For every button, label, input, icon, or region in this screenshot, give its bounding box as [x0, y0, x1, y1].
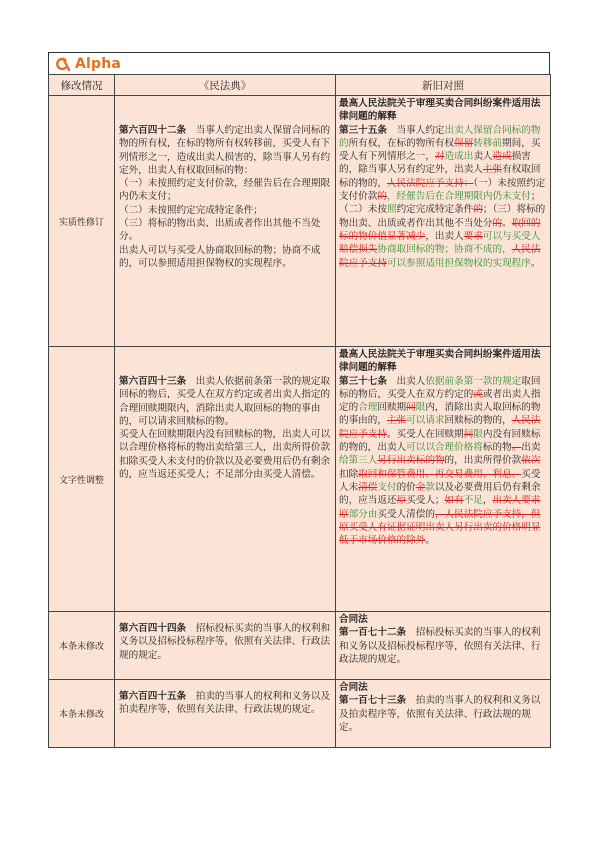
- brand-name: Alpha: [75, 55, 122, 72]
- comparison-article-number: 第一百七十二条: [339, 627, 407, 639]
- unchanged-text: 回赎期: [377, 402, 407, 414]
- header-compare: 新旧对照: [336, 75, 551, 96]
- article-number: 第六百四十四条: [119, 623, 187, 634]
- article-text: 拍卖的当事人的权利和义务以及拍卖程序等，依照有关法律、行政法规的规定。: [119, 691, 331, 716]
- added-text: 限: [415, 402, 426, 414]
- deleted-text: 另行出卖标的物: [377, 455, 445, 467]
- comparison-cell: [336, 680, 551, 748]
- added-text: 可以参照适用担保物权的实现程序: [386, 257, 531, 269]
- unchanged-text: 买受人；: [406, 495, 445, 507]
- comparison-text: [339, 124, 547, 270]
- unchanged-text: 当事人约定: [386, 124, 445, 136]
- table-row: [49, 612, 551, 680]
- deleted-text: 依次: [521, 455, 541, 467]
- deleted-text: ，人民法院应予支持，但原买受人有证据证明出卖人另行出卖的价格明显低于市场价格的除外: [339, 508, 541, 547]
- table-row: [49, 680, 551, 748]
- unchanged-text: 。买受人在回赎期: [386, 428, 464, 440]
- unchanged-text: 标的物: [482, 442, 512, 454]
- comparison-source: 最高人民法院关于审理买卖合同纠纷案件适用法律问题的解释: [339, 98, 541, 123]
- unchanged-text: 有权取回标的物的，: [339, 164, 541, 189]
- unchanged-text: 卖人: [473, 151, 493, 163]
- article-extra-paragraph: 出卖人可以与买受人协商取回标的物；协商不成的，可以参照适用担保物权的实现程序。: [119, 244, 321, 269]
- deleted-text: 赔偿损失: [339, 244, 378, 256]
- added-text: 出卖人保留合同标的物的: [339, 124, 541, 149]
- deleted-text: 主张: [482, 164, 503, 176]
- article-paragraph: [119, 375, 331, 428]
- unchanged-text: 损害的，除当事人另有约定外，出卖人: [339, 151, 531, 176]
- added-text: ，经催告后在合理期限内仍未支付: [386, 191, 531, 203]
- comparison-article-number: 第三十五条: [339, 124, 387, 136]
- deleted-text: 造成: [492, 151, 512, 163]
- deleted-text: 人民法院应予支持: [339, 415, 541, 440]
- added-text: 转移前: [473, 137, 503, 149]
- unchanged-text: （一）未按照约定支付价款: [339, 177, 546, 203]
- added-text: 可以与买受人: [482, 230, 541, 242]
- comparison-table: [48, 74, 551, 748]
- comparison-text: [339, 694, 547, 734]
- deleted-text: 的: [473, 204, 483, 216]
- unchanged-text: 以及必要费用后仍有剩余的，应当返还: [339, 481, 541, 507]
- unchanged-text: ；（三）将标的物出卖、出质或者作出其他不当处分: [339, 204, 546, 229]
- unchanged-text: 回赎标的物的，: [444, 415, 512, 427]
- deleted-text: 对: [434, 151, 445, 163]
- header-civil-code: 《民法典》: [115, 75, 336, 96]
- deleted-text: 出卖人要求原: [339, 495, 541, 520]
- deleted-text: 的: [377, 191, 387, 203]
- added-text: 可以以合理价格将: [406, 442, 483, 454]
- article-text: 当事人约定出卖人保留合同标的物的所有权，在标的物所有权转移前，买受人有下列情形之一，造成出卖人损害的，除当事人另有约定外，出卖人有权取回标的物：: [119, 125, 331, 176]
- unchanged-text: 约定完成特定条件: [396, 204, 474, 216]
- header-status: 修改情况: [49, 75, 115, 96]
- deleted-text: 或: [473, 388, 483, 400]
- unchanged-text: 所有权，在标的物所有权: [348, 137, 455, 149]
- article-item: （二）未按照约定完成特定条件；: [119, 204, 263, 216]
- unchanged-text: 扣除: [339, 468, 359, 480]
- civil-code-article: [115, 347, 336, 612]
- deleted-text: 人民法院应予支持：: [386, 177, 474, 189]
- modification-status: 实质性修订: [49, 96, 115, 347]
- deleted-text: 取回的标的物价值显著减少: [339, 217, 541, 242]
- added-text: 依据前条第一款的规定: [425, 375, 522, 387]
- unchanged-text: 买受人未: [339, 468, 541, 493]
- deleted-text: 金: [415, 481, 426, 493]
- unchanged-text: 。: [502, 217, 512, 229]
- deleted-text: 要求: [463, 230, 483, 242]
- added-text: 支付: [377, 481, 397, 493]
- added-text: 不足: [463, 495, 483, 507]
- comparison-source: 最高人民法院关于审理买卖合同纠纷案件适用法律问题的解释: [339, 349, 541, 374]
- deleted-text: 间: [406, 402, 416, 414]
- article-text: 出卖人依据前条第一款的规定取回标的物后，买受人在双方约定或者出卖人指定的合理回赎期限内，消除出卖人取回标的物的事由的，可以请求回赎标的物。: [119, 376, 331, 427]
- added-text: 部分由: [348, 508, 378, 520]
- added-text: 给第三人: [339, 455, 378, 467]
- civil-code-article: [115, 612, 336, 680]
- civil-code-article: [115, 96, 336, 347]
- unchanged-text: 拍卖的当事人的权利和义务以及拍卖程序等，依照有关法律、行政法规的规定。: [339, 695, 541, 733]
- added-text: 造成出: [444, 151, 474, 163]
- deleted-text: 主张: [386, 415, 407, 427]
- deleted-text: 保留: [454, 137, 474, 149]
- unchanged-text: 招标投标买卖的当事人的权利和义务以及招标投标程序等，依照有关法律、行政法规的规定。: [339, 627, 541, 665]
- unchanged-text: 出卖人: [386, 375, 426, 387]
- deleted-text: 间: [463, 428, 474, 440]
- article-paragraph: [119, 124, 331, 177]
- modification-status: 本条未修改: [49, 680, 115, 748]
- modification-status: 文字性调整: [49, 347, 115, 612]
- unchanged-text: 的，出卖所得价款: [444, 455, 522, 467]
- unchanged-text: 。: [425, 535, 435, 547]
- comparison-article-number: 第一百七十三条: [339, 695, 407, 707]
- deleted-text: 清偿: [358, 481, 378, 493]
- civil-code-article: [115, 680, 336, 748]
- deleted-text: 如有: [444, 495, 464, 507]
- unchanged-text: ；（二）未按: [339, 191, 541, 216]
- comparison-cell: [336, 612, 551, 680]
- added-text: 限: [473, 428, 483, 440]
- unchanged-text: 内，消除出卖人取回标的物的事由的，: [339, 402, 541, 427]
- comparison-article-number: 第三十七条: [339, 375, 387, 387]
- comparison-source: 合同法: [339, 614, 368, 625]
- alpha-logo-icon: [55, 56, 71, 72]
- comparison-text: [339, 375, 547, 548]
- deleted-text: 原: [396, 495, 407, 507]
- article-paragraph: [119, 690, 331, 717]
- article-number: 第六百四十五条: [119, 691, 187, 702]
- unchanged-text: 买受人清偿的: [377, 508, 435, 520]
- comparison-cell: [336, 347, 551, 612]
- deleted-text: 人民法院应予支持: [339, 244, 541, 269]
- table-row: [49, 96, 551, 347]
- brand-header: [48, 52, 550, 74]
- article-paragraph: [119, 622, 331, 662]
- comparison-cell: [336, 96, 551, 347]
- added-text: 可以请求: [406, 415, 445, 427]
- table-row: [49, 347, 551, 612]
- modification-status: 本条未修改: [49, 612, 115, 680]
- unchanged-text: 取回标的物后，买受人在双方约定的: [339, 375, 541, 400]
- unchanged-text: ，出卖人: [425, 230, 464, 242]
- unchanged-text: ，: [482, 495, 493, 507]
- deleted-text: 取回和保管费用、再交易费用、利息、: [358, 468, 522, 480]
- unchanged-text: 的价: [396, 481, 416, 493]
- deleted-text: 的: [492, 217, 503, 229]
- unchanged-text: 或者出卖人指定的: [339, 388, 541, 414]
- article-number: 第六百四十二条: [119, 125, 187, 136]
- article-number: 第六百四十三条: [119, 376, 187, 387]
- document-page: [48, 52, 550, 748]
- comparison-text: [339, 626, 547, 666]
- added-text: 合理: [358, 402, 378, 414]
- article-text: 招标投标买卖的当事人的权利和义务以及招标投标程序等，依照有关法律、行政法规的规定。: [119, 623, 331, 661]
- unchanged-text: 出卖: [521, 442, 541, 454]
- unchanged-text: 内没有回赎标的物的，出卖人: [339, 428, 541, 454]
- comparison-source: 合同法: [339, 682, 368, 693]
- unchanged-text: 。: [530, 257, 541, 269]
- article-item: （一）未按照约定支付价款，经催告后在合理期限内仍未支付；: [119, 178, 331, 203]
- added-text: 协商取回标的物；协商不成的，: [377, 244, 512, 256]
- article-extra-paragraph: 买受人在回赎期限内没有回赎标的物，出卖人可以以合理价格将标的物出卖给第三人，出卖所得价款扣除买受人未支付的价款以及必要费用后仍有剩余的，应当返还买受人；不足部分由买受人清偿。: [119, 429, 331, 481]
- unchanged-text: 期间，买受人有下列情形之一，: [339, 137, 541, 163]
- deleted-text: 。: [511, 442, 522, 454]
- table-header-row: [49, 75, 551, 96]
- added-text: 照: [386, 204, 397, 216]
- article-item: （三）将标的物出卖、出质或者作出其他不当处分。: [119, 218, 321, 243]
- added-text: 款: [425, 481, 435, 493]
